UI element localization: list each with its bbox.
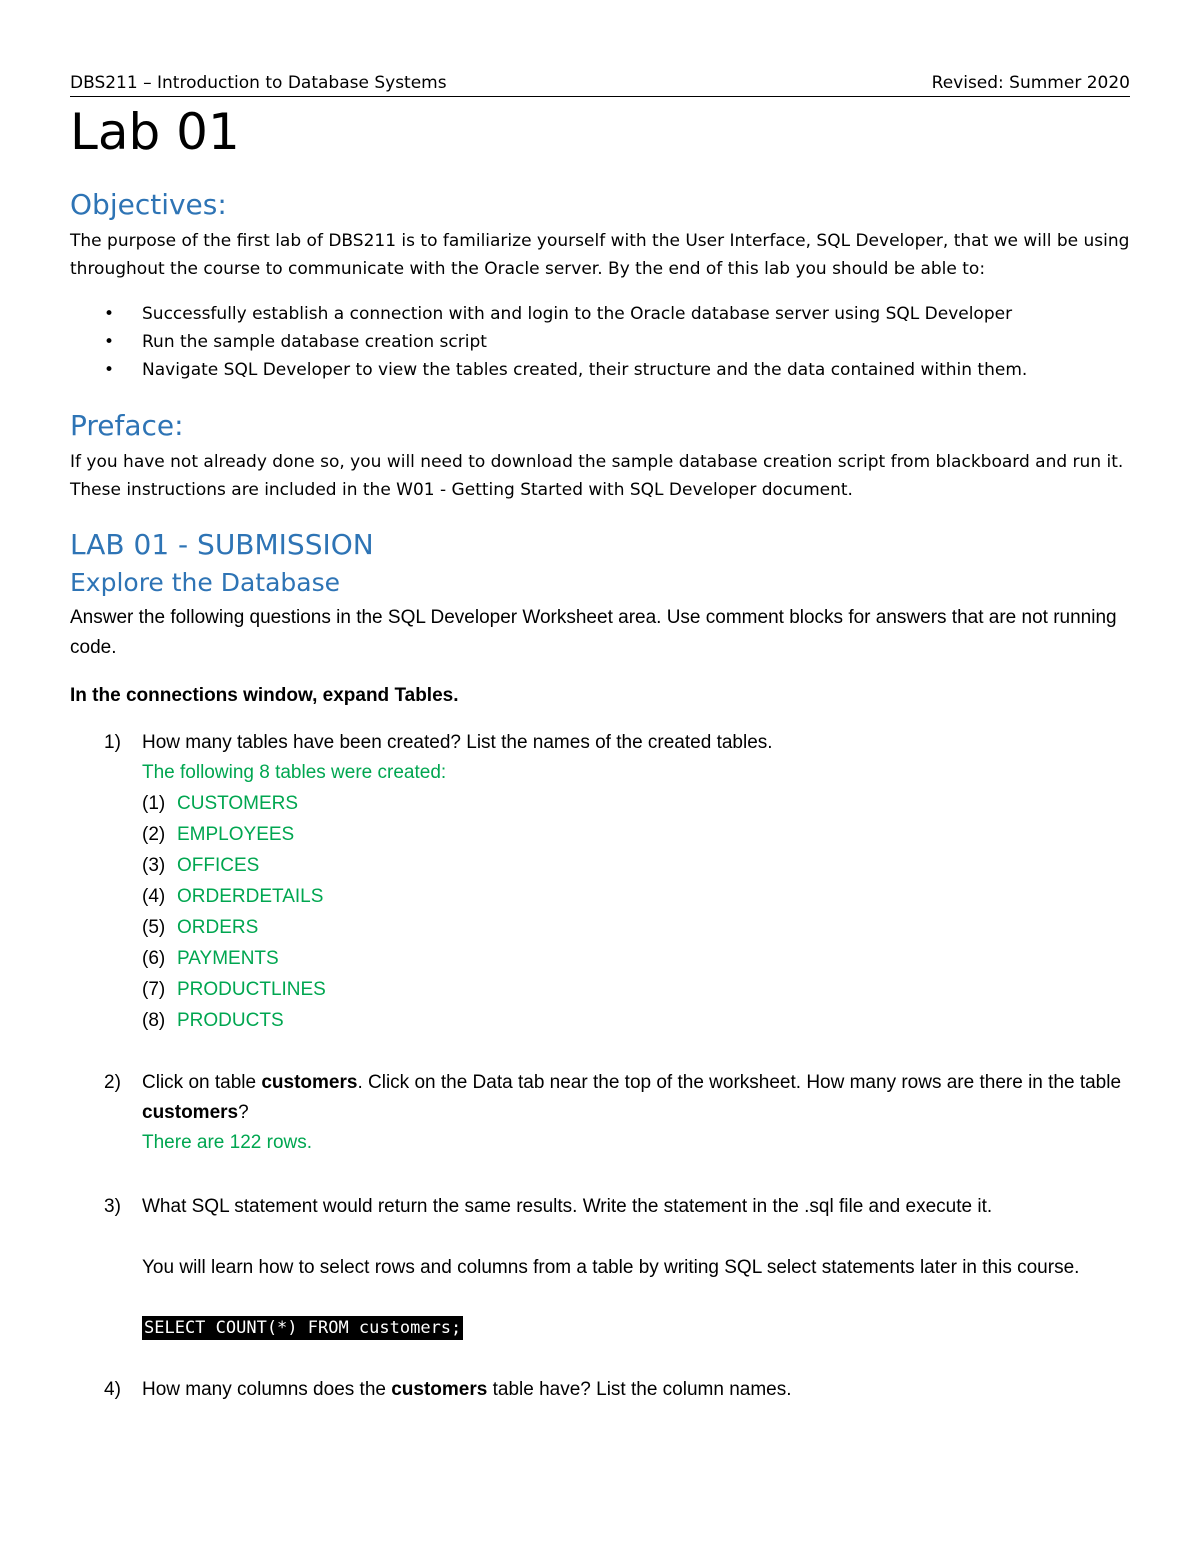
question-1 [70, 728, 1130, 788]
question-number: 2) [104, 1072, 121, 1093]
question-number: 4) [104, 1379, 121, 1400]
table-list [142, 788, 326, 1036]
list-item: (2) EMPLOYEES [142, 824, 295, 845]
bullet-icon: • [104, 360, 115, 380]
objectives-list [70, 300, 1027, 384]
submission-intro: Answer the following questions in the SQL Developer Worksheet area. Use comment blocks for answers that are not running code. [70, 607, 1117, 658]
question-text: How many tables have been created? List the names of the created tables. [142, 732, 773, 753]
list-item: (4) ORDERDETAILS [142, 886, 324, 907]
course-name: DBS211 – Introduction to Database Systems [70, 73, 447, 93]
answer-text: There are 122 rows. [142, 1132, 313, 1153]
list-item: (5) ORDERS [142, 917, 259, 938]
list-item: (7) PRODUCTLINES [142, 979, 326, 1000]
list-item: (8) PRODUCTS [142, 1010, 284, 1031]
question-text: Click on table customers. Click on the Data tab near the top of the worksheet. How many rows are there in the table customers? [142, 1072, 1122, 1123]
list-item: • Successfully establish a connection with and login to the Oracle database server using SQL Developer [70, 300, 1027, 328]
page-title: Lab 01 [70, 103, 240, 161]
question-2 [70, 1068, 1130, 1158]
question-4 [70, 1375, 1130, 1405]
submission-heading: LAB 01 - SUBMISSION [70, 528, 374, 561]
preface-heading: Preface: [70, 409, 184, 442]
bullet-icon: • [104, 332, 115, 352]
revision-date: Revised: Summer 2020 [931, 73, 1130, 93]
page-header [70, 72, 1130, 97]
bullet-icon: • [104, 304, 115, 324]
objectives-heading: Objectives: [70, 188, 227, 221]
explore-subheading: Explore the Database [70, 568, 341, 597]
question-note: You will learn how to select rows and columns from a table by writing SQL select statements later in this course. [142, 1257, 1080, 1278]
answer-intro: The following 8 tables were created: [142, 762, 447, 783]
sql-code-block: SELECT COUNT(*) FROM customers; [144, 1318, 462, 1338]
list-item: (6) PAYMENTS [142, 948, 279, 969]
list-item: (1) CUSTOMERS [142, 793, 299, 814]
list-item: • Run the sample database creation script [70, 328, 1027, 356]
question-number: 3) [104, 1196, 121, 1217]
question-text: How many columns does the customers table have? List the column names. [142, 1379, 792, 1400]
preface-text: If you have not already done so, you will need to download the sample database creation script from blackboard and run it. These instructions are included in the W01 - Getting Started with SQL Developer document. [70, 452, 1124, 500]
list-item: • Navigate SQL Developer to view the tables created, their structure and the data contained within them. [70, 356, 1027, 384]
question-3 [70, 1192, 1130, 1283]
objectives-intro: The purpose of the first lab of DBS211 is to familiarize yourself with the User Interface, SQL Developer, that we will be using throughout the course to communicate with the Oracle server. By the end of this lab you should be able to: [70, 231, 1130, 279]
question-number: 1) [104, 732, 121, 753]
list-item: (3) OFFICES [142, 855, 260, 876]
connections-instruction: In the connections window, expand Tables. [70, 685, 459, 706]
question-text: What SQL statement would return the same results. Write the statement in the .sql file and execute it. [142, 1196, 993, 1217]
